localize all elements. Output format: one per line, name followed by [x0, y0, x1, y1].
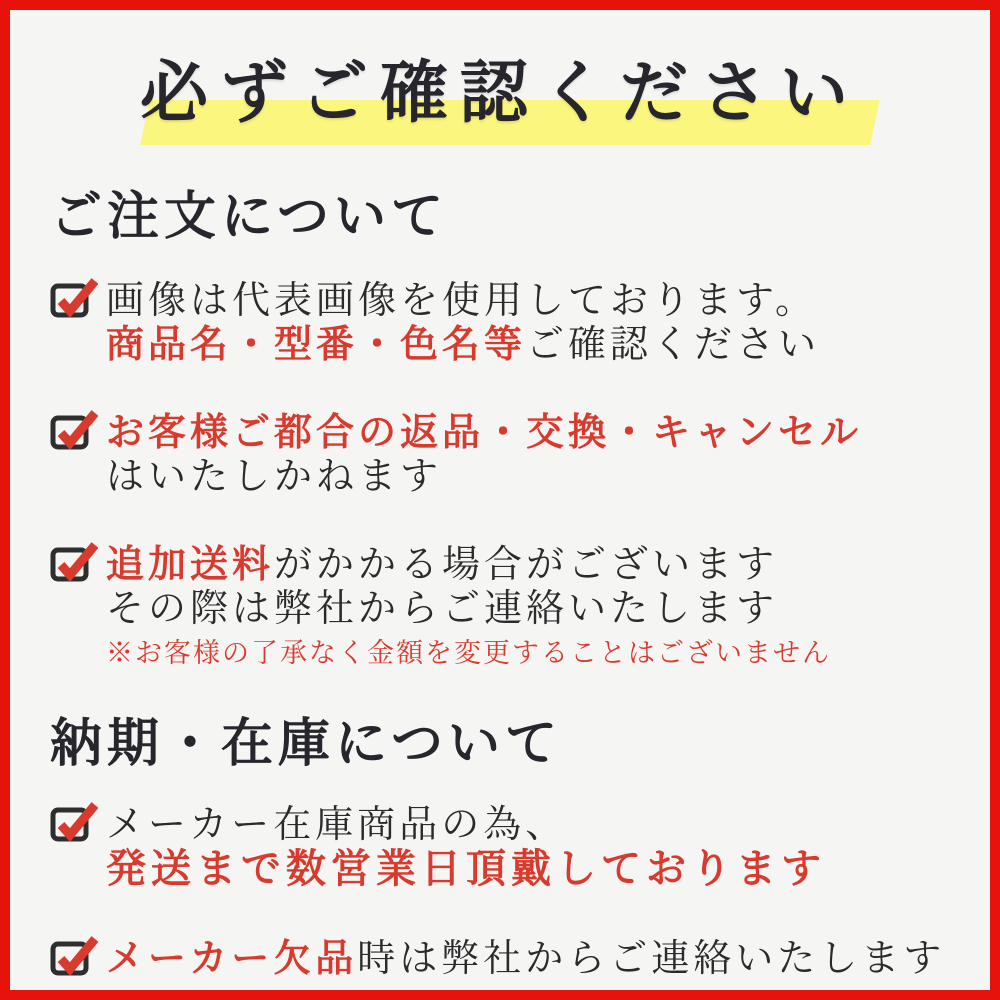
list-item	[50, 542, 954, 669]
page-title: 必ずご確認ください	[139, 53, 860, 133]
section-heading-stock: 納期・在庫について	[50, 713, 562, 775]
text-segment-red: メーカー欠品	[106, 934, 358, 980]
checked-checkbox-icon	[50, 538, 98, 584]
item-text	[106, 936, 954, 980]
fine-print-note: ※お客様の了承なく金額を変更することはございません	[106, 638, 831, 670]
item-text	[106, 410, 954, 498]
list-item	[50, 802, 954, 892]
list-item	[50, 278, 954, 366]
list-item	[50, 936, 954, 980]
text-segment-red: 商品名・型番・色名等	[106, 321, 527, 367]
item-line	[106, 802, 954, 846]
item-line	[106, 454, 954, 498]
title-banner	[10, 46, 990, 146]
checked-checkbox-icon	[50, 274, 98, 320]
text-segment: ご確認ください	[526, 322, 821, 367]
text-segment-red: 追加送料	[106, 541, 275, 587]
item-line	[106, 410, 954, 454]
item-line	[106, 542, 954, 586]
text-segment-red: お客様ご都合の返品・交換・キャンセル	[106, 409, 863, 455]
text-segment: 時は弊社からご連絡いたします	[357, 935, 946, 980]
text-segment: はいたしかねます	[106, 454, 443, 499]
checked-checkbox-icon	[50, 798, 98, 844]
item-text	[106, 542, 954, 669]
item-line	[106, 278, 954, 322]
text-segment: メーカー在庫商品の為、	[106, 801, 568, 846]
text-segment: その際は弊社からご連絡いたします	[106, 586, 779, 631]
section-heading-order: ご注文について	[50, 186, 448, 247]
text-segment: 画像は代表画像を使用しております。	[106, 278, 817, 323]
item-line	[106, 586, 954, 630]
notice-content	[10, 186, 990, 980]
item-line	[106, 936, 954, 980]
checked-checkbox-icon	[50, 932, 98, 978]
list-item	[50, 410, 954, 498]
item-line	[106, 846, 954, 892]
item-text	[106, 278, 954, 366]
checked-checkbox-icon	[50, 406, 98, 452]
text-segment-red: 発送まで数営業日頂戴しております	[106, 844, 826, 892]
text-segment: がかかる場合がございます	[274, 542, 779, 587]
item-text	[106, 802, 954, 892]
item-line	[106, 322, 954, 366]
